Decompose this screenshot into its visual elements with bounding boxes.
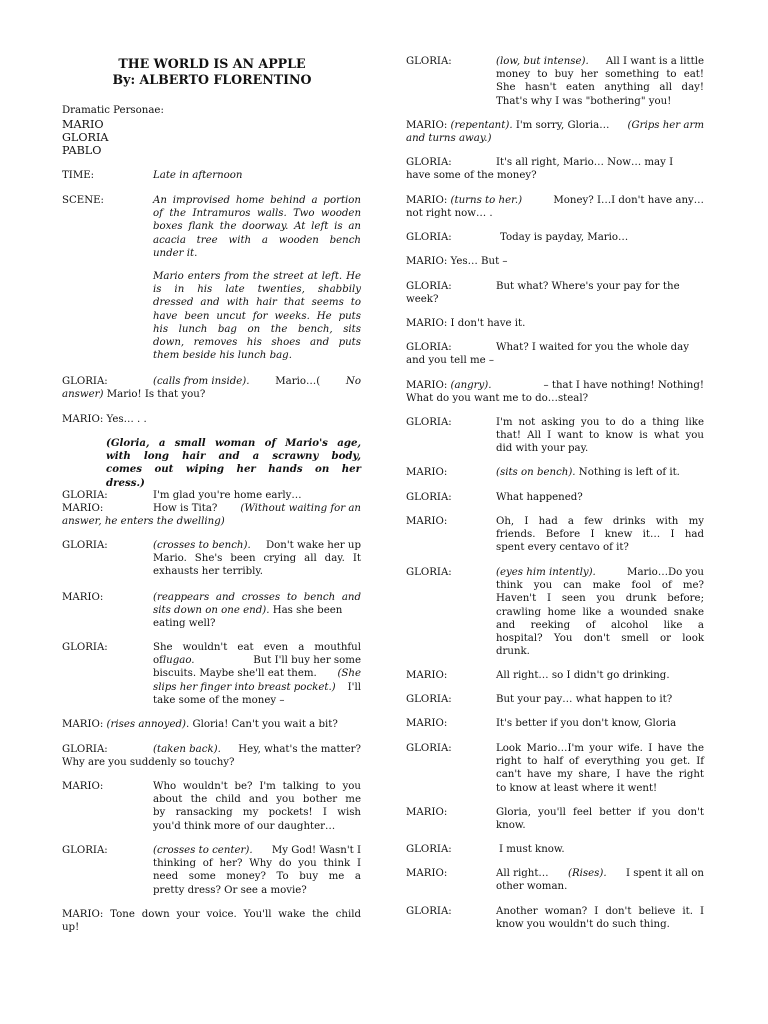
dialogue-line: But your pay… what happen to it? bbox=[496, 694, 673, 705]
speaker-gloria: GLORIA: bbox=[406, 157, 452, 168]
dialogue-line: But what? Where's your pay for the bbox=[496, 281, 680, 292]
play-title: THE WORLD IS AN APPLE bbox=[118, 56, 306, 71]
speaker-mario: MARIO: bbox=[62, 781, 104, 792]
persona-mario: MARIO bbox=[62, 118, 104, 131]
dialogue-line: Today is payday, Mario… bbox=[500, 232, 629, 243]
speaker-gloria: GLORIA: bbox=[406, 844, 452, 855]
dialogue-block: Gloria, you'll feel better if you don't know. bbox=[496, 807, 704, 832]
speaker-gloria: GLORIA: bbox=[62, 540, 108, 551]
speaker-mario: MARIO: bbox=[406, 670, 448, 681]
speaker-gloria: GLORIA: bbox=[406, 232, 452, 243]
dialogue-block: MARIO: (repentant). I'm sorry, Gloria… (Grips her arm and turns away.) bbox=[406, 120, 704, 145]
dialogue-line: (sits on bench). Nothing is left of it. bbox=[496, 467, 680, 478]
stage-direction: answer, he enters the dwelling) bbox=[62, 516, 225, 527]
dialogue-line: week? bbox=[406, 294, 439, 305]
speaker-gloria: GLORIA: bbox=[62, 642, 108, 653]
dialogue-line: All right… so I didn't go drinking. bbox=[496, 670, 670, 681]
speaker-gloria: GLORIA: bbox=[406, 281, 452, 292]
speaker-mario: MARIO: bbox=[406, 807, 448, 818]
dialogue-line: MARIO: Yes… But – bbox=[406, 256, 508, 267]
dialogue-block: MARIO: (angry). – that I have nothing! Nothing! What do you want me to do…steal? bbox=[406, 380, 704, 405]
speaker-gloria: GLORIA: bbox=[406, 567, 452, 578]
dialogue-line: I must know. bbox=[499, 844, 565, 855]
dialogue-block: She wouldn't eat even a mouthful oflugao. But I'll buy her some biscuits. Maybe she'll eat them. (She slips her finger into breast pocket.) I'll take some of the money – bbox=[153, 642, 361, 706]
dialogue-block: (crosses to center). My God! Wasn't I thinking of her? Why do you think I need some money? To buy me a pretty dress? Or see a movie? bbox=[153, 845, 361, 896]
dialogue-line: What happened? bbox=[496, 492, 583, 503]
speaker-gloria: GLORIA: bbox=[406, 906, 452, 917]
stage-direction-gloria-enters: (Gloria, a small woman of Mario's age, with long hair and a scrawny body, comes out wiping her hands on her dress.) bbox=[106, 437, 361, 489]
dialogue-block: Another woman? I don't believe it. I know you wouldn't do such thing. bbox=[496, 906, 704, 931]
dialogue-line: and you tell me – bbox=[406, 355, 494, 366]
dialogue-line: How is Tita? (Without waiting for an bbox=[153, 503, 361, 514]
dialogue-line: MARIO: I don't have it. bbox=[406, 318, 526, 329]
stage-direction-opening: Mario enters from the street at left. He is in his late twenties, shabbily dressed and with hair that seems to have been uncut for weeks. He puts his lunch bag on the bench, sits down, removes his shoes and puts them beside his lunch bag. bbox=[153, 271, 361, 362]
dialogue-line: have some of the money? bbox=[406, 170, 537, 181]
persona-pablo: PABLO bbox=[62, 144, 102, 157]
dialogue-line: I'm glad you're home early… bbox=[153, 490, 302, 501]
speaker-gloria: GLORIA: bbox=[406, 492, 452, 503]
speaker-gloria: GLORIA: bbox=[62, 490, 108, 501]
dialogue-block: I'm not asking you to do a thing like that! All I want to know is what you did with your pay. bbox=[496, 417, 704, 455]
speaker-gloria: GLORIA: bbox=[62, 744, 108, 755]
dialogue-line: Why are you suddenly so touchy? bbox=[62, 757, 235, 768]
dialogue-block: (reappears and crosses to bench and sits down on one end). Has she been eating well? bbox=[153, 592, 361, 630]
dialogue-block: MARIO: (turns to her.) Money? I…I don't have any… not right now… . bbox=[406, 195, 704, 220]
speaker-gloria: GLORIA: bbox=[62, 845, 108, 856]
dialogue-line: (calls from inside). Mario…( No bbox=[153, 376, 361, 387]
scene-description: An improvised home behind a portion of the Intramuros walls. Two wooden boxes flank the doorway. At left is an acacia tree with a wooden bench under it. bbox=[153, 195, 361, 259]
dialogue-line: It's all right, Mario… Now… may I bbox=[496, 157, 674, 168]
speaker-gloria: GLORIA: bbox=[406, 694, 452, 705]
dialogue-mario-yes: MARIO: Yes… . . bbox=[62, 414, 147, 425]
dialogue-block: Who wouldn't be? I'm talking to you about the child and you bother me by ransacking my pockets! I wish you'd think more of our daughter… bbox=[153, 781, 361, 832]
personae-label: Dramatic Personae: bbox=[62, 105, 164, 116]
time-label: TIME: bbox=[62, 170, 95, 181]
dialogue-line: MARIO: (rises annoyed). Gloria! Can't you wait a bit? bbox=[62, 719, 338, 730]
speaker-mario: MARIO: bbox=[406, 467, 448, 478]
speaker-gloria: GLORIA: bbox=[406, 342, 452, 353]
dialogue-block: (crosses to bench). Don't wake her up Mario. She's been crying all day. It exhausts her terribly. bbox=[153, 540, 361, 578]
scene-label: SCENE: bbox=[62, 195, 104, 206]
dialogue-block: MARIO: Tone down your voice. You'll wake the child up! bbox=[62, 909, 361, 934]
speaker-gloria: GLORIA: bbox=[406, 56, 452, 67]
dialogue-block: Oh, I had a few drinks with my friends. Before I knew it… I had spent every centavo of it? bbox=[496, 516, 704, 554]
speaker-gloria: GLORIA: bbox=[406, 417, 452, 428]
speaker-mario: MARIO: bbox=[406, 718, 448, 729]
dialogue-line: What? I waited for you the whole day bbox=[496, 342, 690, 353]
dialogue-line: (taken back). Hey, what's the matter? bbox=[153, 744, 361, 755]
speaker-gloria: GLORIA: bbox=[406, 743, 452, 754]
dialogue-line: answer) Mario! Is that you? bbox=[62, 389, 206, 400]
speaker-mario: MARIO: bbox=[406, 516, 448, 527]
speaker-mario: MARIO: bbox=[62, 592, 104, 603]
speaker-gloria: GLORIA: bbox=[62, 376, 108, 387]
speaker-mario: MARIO: bbox=[406, 868, 448, 879]
persona-gloria: GLORIA bbox=[62, 131, 109, 144]
dialogue-block: (low, but intense). All I want is a little money to buy her something to eat! She hasn't eaten anything all day! That's why I was "bothering" you! bbox=[496, 56, 704, 107]
dialogue-line: It's better if you don't know, Gloria bbox=[496, 718, 677, 729]
speaker-mario: MARIO: bbox=[62, 503, 104, 514]
dialogue-block: (eyes him intently). Mario…Do you think you can make fool of me? Haven't I seen you drunk before; crawling home like a wounded snake and reeking of alcohol like a hospital? You don't smell or look drunk. bbox=[496, 567, 704, 658]
play-byline: By: ALBERTO FLORENTINO bbox=[112, 72, 312, 87]
time-value: Late in afternoon bbox=[153, 170, 243, 181]
dialogue-block: Look Mario…I'm your wife. I have the right to half of everything you get. If can't have my share, I have the right to know at least where it went! bbox=[496, 743, 704, 794]
dialogue-block: All right… (Rises). I spent it all on other woman. bbox=[496, 868, 704, 893]
